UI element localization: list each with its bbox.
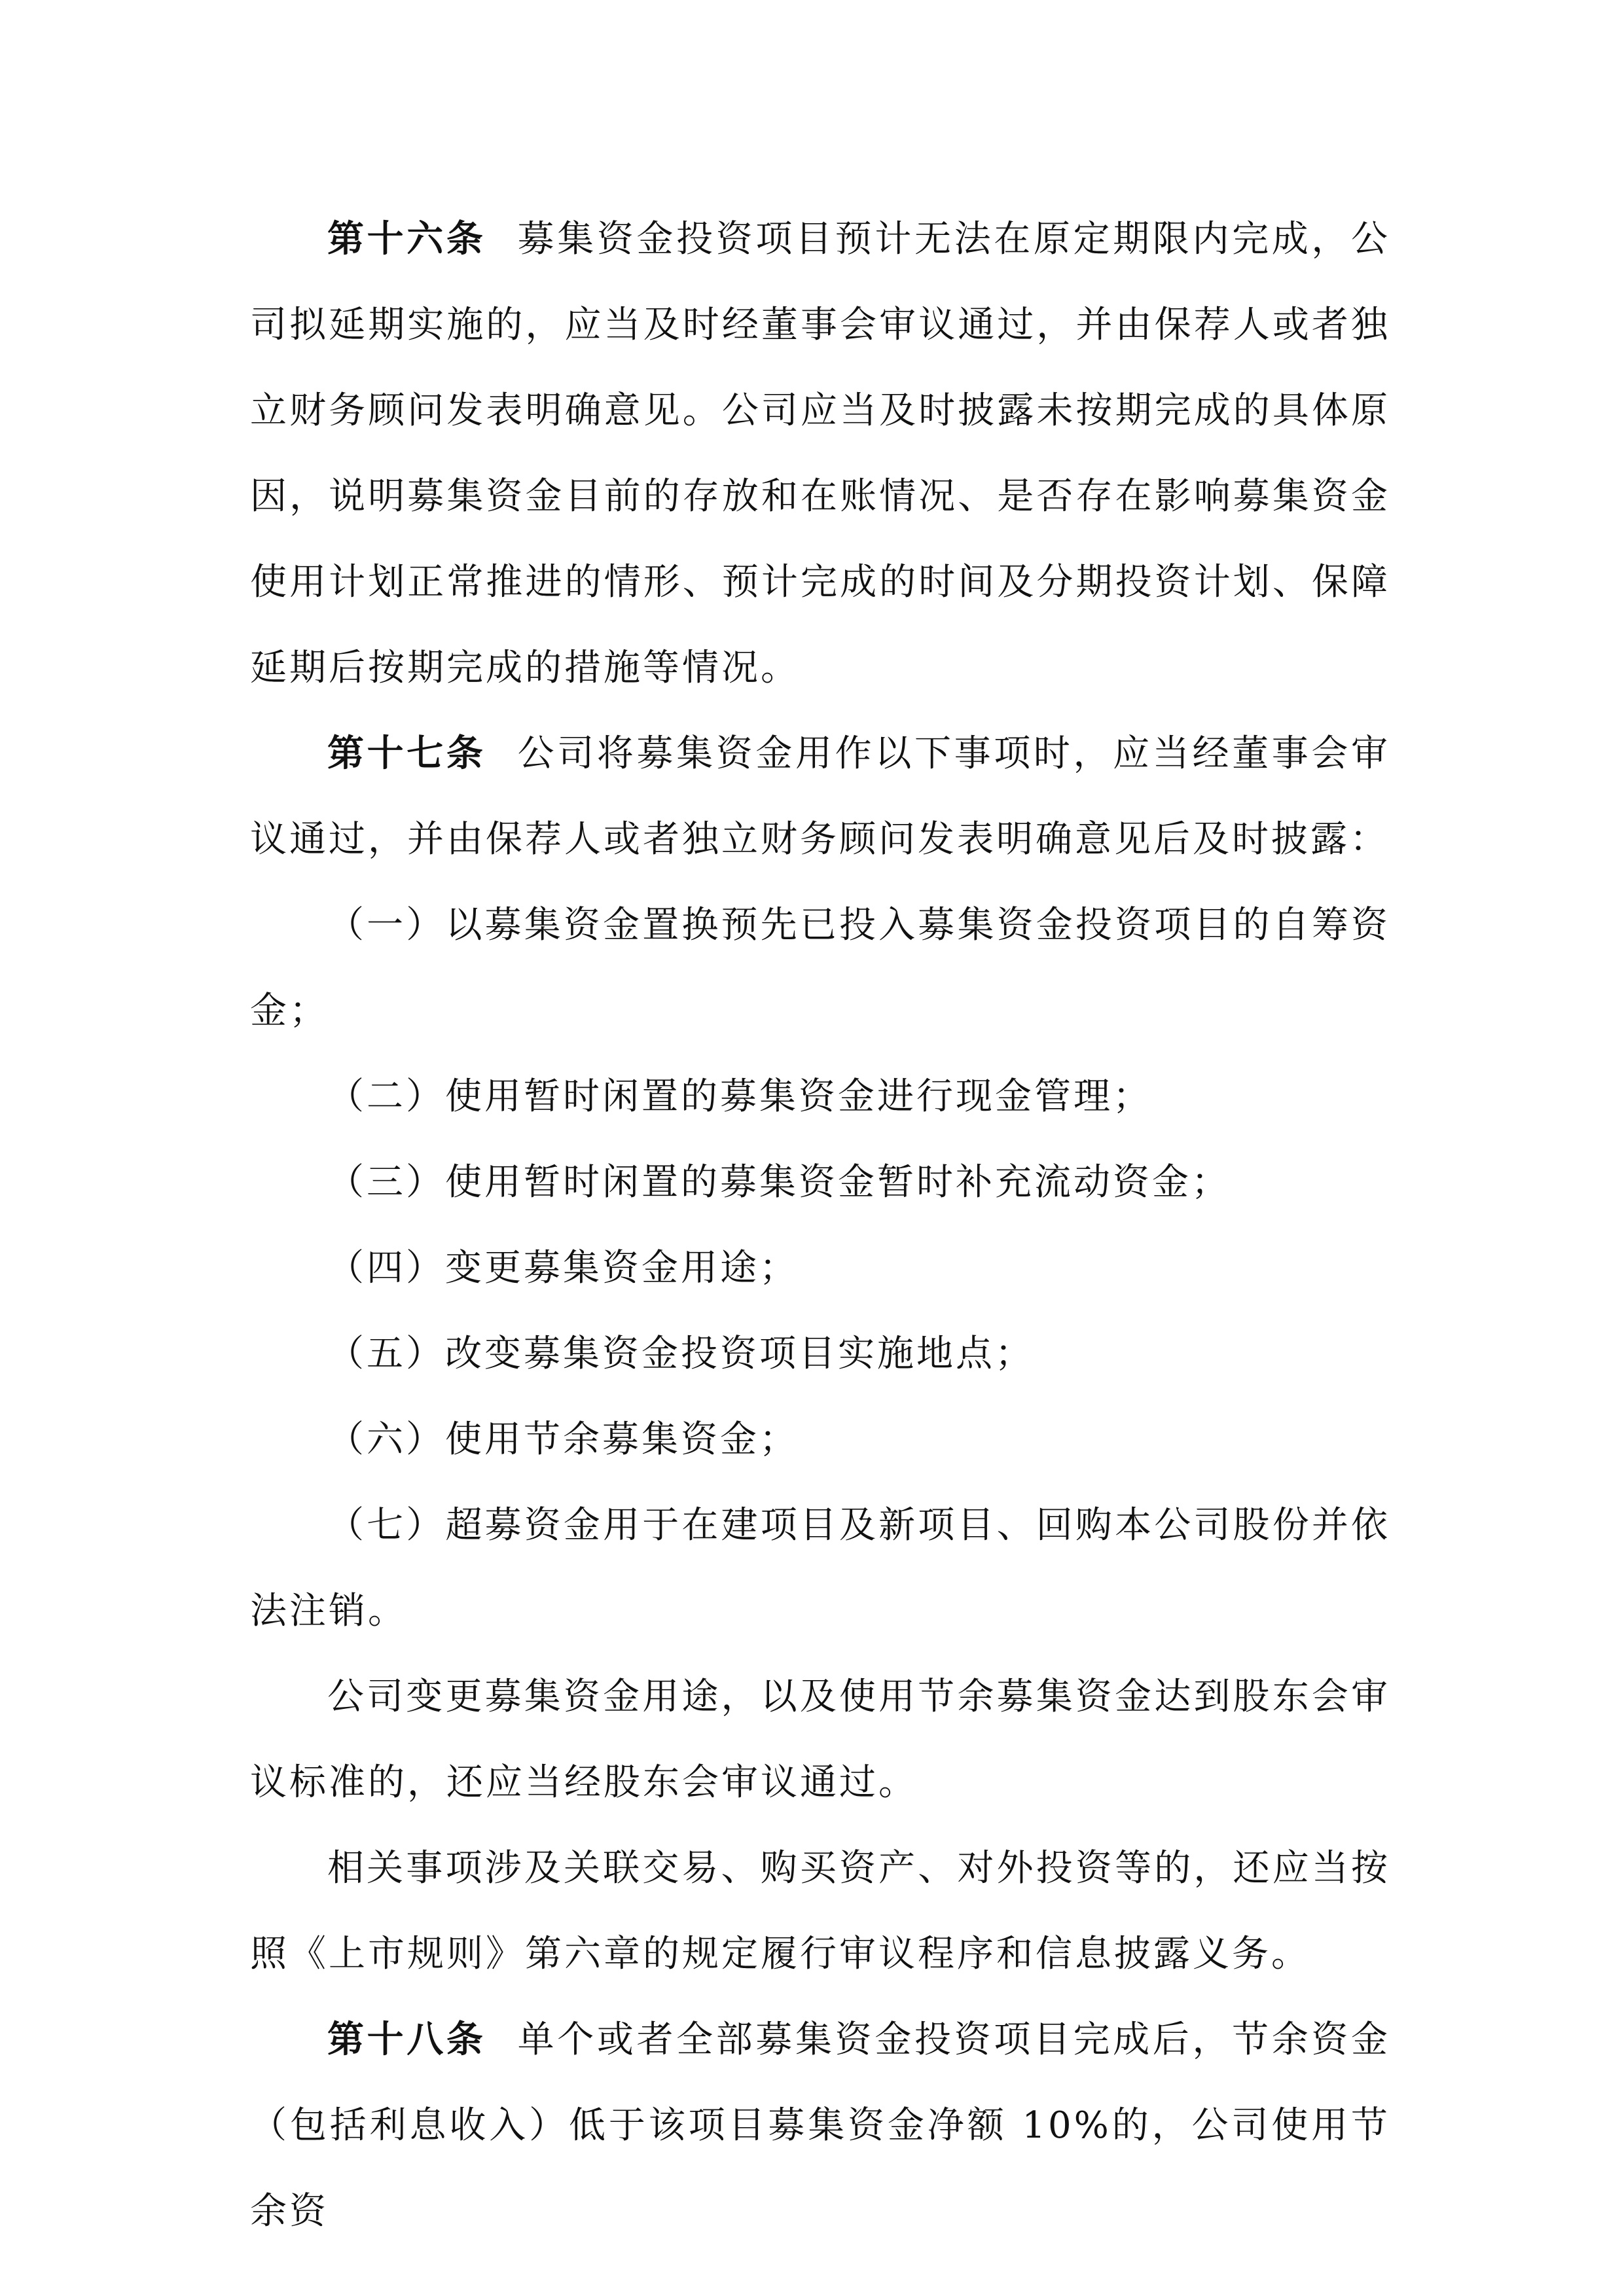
document-page — [250, 196, 1390, 2254]
list-item-6: （六）使用节余募集资金； — [327, 1418, 799, 1461]
article-18-body: 单个或者全部募集资金投资项目完成后，节余资金（包括利息收入）低于该项目募集资金净额 10%的，公司使用节余资 — [250, 2018, 1391, 2233]
paragraph-related-transactions: 相关事项涉及关联交易、购买资产、对外投资等的，还应当按照《上市规则》第六章的规定履行审议程序和信息披露义务。 — [250, 1847, 1390, 1975]
article-16-heading: 第十六条 — [327, 217, 486, 260]
article-18-heading: 第十八条 — [327, 2018, 486, 2061]
list-item-7: （七）超募资金用于在建项目及新项目、回购本公司股份并依法注销。 — [250, 1504, 1390, 1632]
list-item-4: （四）变更募集资金用途； — [327, 1247, 799, 1289]
list-item-3: （三）使用暂时闲置的募集资金暂时补充流动资金； — [327, 1161, 1231, 1204]
article-17-heading: 第十七条 — [327, 732, 486, 775]
paragraph-shareholder-approval: 公司变更募集资金用途，以及使用节余募集资金达到股东会审议标准的，还应当经股东会审议通过。 — [250, 1676, 1390, 1804]
article-17 — [250, 711, 1390, 882]
list-item-5: （五）改变募集资金投资项目实施地点； — [327, 1333, 1034, 1375]
article-18 — [250, 1997, 1390, 2254]
list-item-1: （一）以募集资金置换预先已投入募集资金投资项目的自筹资金； — [250, 904, 1390, 1032]
article-17-body: 公司将募集资金用作以下事项时，应当经董事会审议通过，并由保荐人或者独立财务顾问发表明确意见后及时披露： — [250, 732, 1391, 861]
article-16-body: 募集资金投资项目预计无法在原定期限内完成，公司拟延期实施的，应当及时经董事会审议通过，并由保荐人或者独立财务顾问发表明确意见。公司应当及时披露未按期完成的具体原因，说明募集资金目前的存放和在账情况、是否存在影响募集资金使用计划正常推进的情形、预计完成的时间及分期投资计划、保障延期后按期完成的措施等情况。 — [250, 218, 1391, 689]
list-item-2: （二）使用暂时闲置的募集资金进行现金管理； — [327, 1075, 1152, 1118]
article-16 — [250, 196, 1390, 711]
